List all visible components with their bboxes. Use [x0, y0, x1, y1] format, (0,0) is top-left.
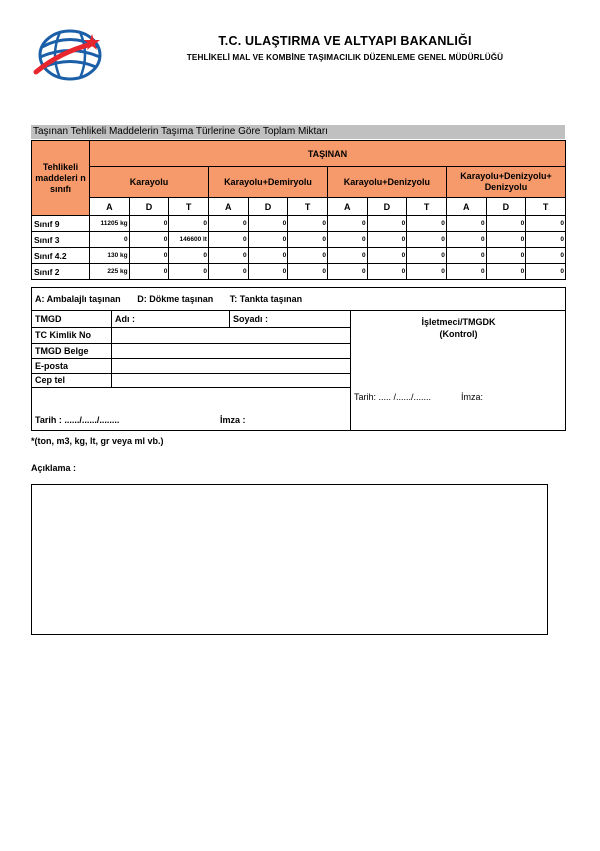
- imza-left-label: İmza :: [220, 415, 246, 425]
- table-cell: 0: [129, 216, 169, 232]
- table-cell: 0: [129, 232, 169, 248]
- sub-header: D: [486, 198, 526, 216]
- table-cell: 0: [248, 216, 288, 232]
- sub-header: D: [248, 198, 288, 216]
- section-title: Taşınan Tehlikeli Maddelerin Taşıma Türlerine Göre Toplam Miktarı: [31, 125, 565, 139]
- table-row: [32, 248, 566, 264]
- group-header-karayolu-denizyolu-denizyolu: Karayolu+Denizyolu+ Denizyolu: [446, 167, 565, 198]
- table-cell: 0: [169, 264, 209, 280]
- table-cell: 0: [407, 264, 447, 280]
- table-cell: 0: [248, 248, 288, 264]
- sub-header: D: [367, 198, 407, 216]
- tasinan-header: TAŞINAN: [90, 141, 566, 167]
- table-cell: 0: [288, 264, 328, 280]
- tarih-right-label: Tarih: ..... /....../.......: [354, 392, 432, 402]
- table-cell: 0: [446, 248, 486, 264]
- ministry-logo-icon: [30, 22, 110, 82]
- table-cell: 0: [486, 232, 526, 248]
- table-cell: 0: [486, 216, 526, 232]
- eposta-label: E-posta: [35, 361, 69, 371]
- row-class-label: Sınıf 9: [32, 216, 90, 232]
- table-cell: 0: [446, 264, 486, 280]
- table-cell: 0: [407, 216, 447, 232]
- table-cell: 0: [208, 264, 248, 280]
- legend-ambalajli: A: Ambalajlı taşınan: [35, 294, 121, 304]
- table-cell: 0: [526, 216, 566, 232]
- table-cell: 0: [367, 232, 407, 248]
- sub-header: A: [327, 198, 367, 216]
- table-cell: 146600 lt: [169, 232, 209, 248]
- table-cell: 0: [407, 248, 447, 264]
- dangerous-goods-table: [31, 140, 566, 280]
- table-cell: 0: [288, 216, 328, 232]
- tmgd-label: TMGD: [35, 314, 62, 324]
- table-cell: 0: [526, 264, 566, 280]
- table-row: [32, 232, 566, 248]
- legend-tankta: T: Tankta taşınan: [229, 294, 303, 304]
- aciklama-label: Açıklama :: [31, 463, 77, 473]
- soyadi-label: Soyadı :: [233, 314, 269, 324]
- table-cell: 11205 kg: [90, 216, 130, 232]
- table-cell: 130 kg: [90, 248, 130, 264]
- table-cell: 0: [129, 248, 169, 264]
- table-cell: 0: [327, 264, 367, 280]
- row-class-label: Sınıf 4.2: [32, 248, 90, 264]
- table-cell: 0: [208, 232, 248, 248]
- table-cell: 0: [248, 264, 288, 280]
- table-row: [32, 216, 566, 232]
- row-class-label: Sınıf 3: [32, 232, 90, 248]
- legend-dokme: D: Dökme taşınan: [137, 294, 214, 304]
- adi-label: Adı :: [115, 314, 135, 324]
- table-cell: 0: [446, 232, 486, 248]
- group-header-karayolu-denizyolu: Karayolu+Denizyolu: [327, 167, 446, 198]
- imza-right-label: İmza:: [461, 392, 484, 402]
- group-header-karayolu-demiryolu: Karayolu+Demiryolu: [208, 167, 327, 198]
- aciklama-textbox[interactable]: [31, 484, 548, 635]
- table-cell: 0: [526, 232, 566, 248]
- table-cell: 0: [248, 232, 288, 248]
- tmgd-form: [31, 311, 566, 431]
- table-cell: 0: [407, 232, 447, 248]
- kontrol-label: (Kontrol): [439, 329, 478, 339]
- table-cell: 0: [367, 216, 407, 232]
- sub-header: T: [407, 198, 447, 216]
- tmgd-belge-label: TMGD Belge: [35, 346, 89, 356]
- group-header-karayolu: Karayolu: [90, 167, 209, 198]
- class-column-header: Tehlikeli maddeleri n sınıfı: [32, 141, 90, 216]
- sub-header: D: [129, 198, 169, 216]
- sub-header: T: [526, 198, 566, 216]
- sub-header: T: [169, 198, 209, 216]
- table-cell: 0: [169, 216, 209, 232]
- table-cell: 0: [129, 264, 169, 280]
- ministry-title: T.C. ULAŞTIRMA VE ALTYAPI BAKANLIĞI: [218, 34, 472, 48]
- table-cell: 0: [327, 248, 367, 264]
- cep-tel-label: Cep tel: [35, 375, 66, 385]
- table-cell: 0: [288, 232, 328, 248]
- isletmeci-label: İşletmeci/TMGDK: [421, 317, 496, 327]
- table-cell: 0: [90, 232, 130, 248]
- table-cell: 0: [288, 248, 328, 264]
- table-cell: 0: [327, 216, 367, 232]
- table-cell: 0: [208, 216, 248, 232]
- table-row: [32, 264, 566, 280]
- sub-header: A: [208, 198, 248, 216]
- table-cell: 0: [327, 232, 367, 248]
- table-cell: 0: [526, 248, 566, 264]
- table-cell: 0: [486, 264, 526, 280]
- table-cell: 0: [169, 248, 209, 264]
- sub-header: A: [90, 198, 130, 216]
- table-cell: 0: [367, 264, 407, 280]
- table-cell: 0: [367, 248, 407, 264]
- sub-header: T: [288, 198, 328, 216]
- units-footnote: *(ton, m3, kg, lt, gr veya ml vb.): [31, 436, 164, 446]
- tc-kimlik-label: TC Kimlik No: [35, 330, 92, 340]
- table-cell: 0: [486, 248, 526, 264]
- legend: [31, 287, 566, 311]
- tarih-left-label: Tarih : ....../....../........: [35, 415, 120, 425]
- table-cell: 0: [446, 216, 486, 232]
- row-class-label: Sınıf 2: [32, 264, 90, 280]
- directorate-subtitle: TEHLİKELİ MAL VE KOMBİNE TAŞIMACILIK DÜZENLEME GENEL MÜDÜRLÜĞÜ: [186, 53, 504, 62]
- table-cell: 0: [208, 248, 248, 264]
- sub-header: A: [446, 198, 486, 216]
- page-header: [120, 34, 570, 62]
- table-cell: 225 kg: [90, 264, 130, 280]
